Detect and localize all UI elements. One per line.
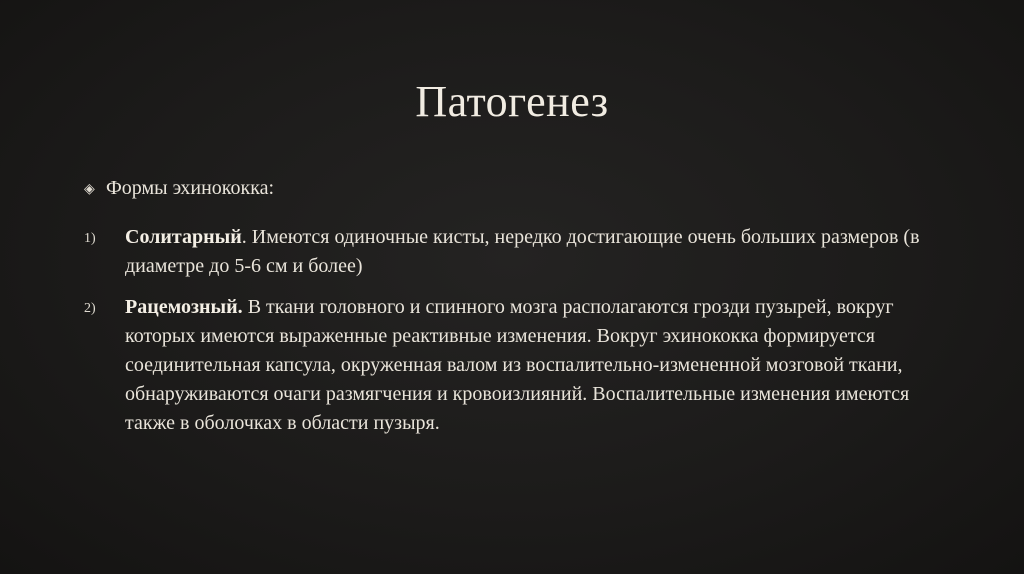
item-term: Рацемозный. — [125, 296, 243, 318]
item-term: Солитарный — [125, 226, 242, 248]
item-description: . Имеются одиночные кисты, нередко достигающие очень больших размеров (в диаметре до 5-6 см и более) — [125, 226, 920, 277]
slide-content — [84, 174, 944, 450]
item-number: 2) — [84, 301, 96, 316]
subhead-text: Формы эхинококка: — [106, 177, 275, 199]
diamond-bullet-icon: ◈ — [84, 182, 95, 197]
item-text — [125, 223, 925, 281]
subhead — [84, 174, 944, 205]
slide-title: Патогенез — [415, 77, 609, 126]
item-description: В ткани головного и спинного мозга располагаются грозди пузырей, вокруг которых имеются выраженные реактивные изменения. Вокруг эхинококка формируется соединительная капсула, окруженная валом из воспалительно-измененной мозговой ткани, обнаруживаются очаги размягчения и кровоизлияний. Воспалительные изменения имеются также в оболочках в области пузыря. — [125, 296, 910, 434]
item-number: 1) — [84, 231, 96, 246]
item-text — [125, 293, 925, 438]
list-item — [84, 293, 944, 438]
list-item — [84, 223, 944, 281]
